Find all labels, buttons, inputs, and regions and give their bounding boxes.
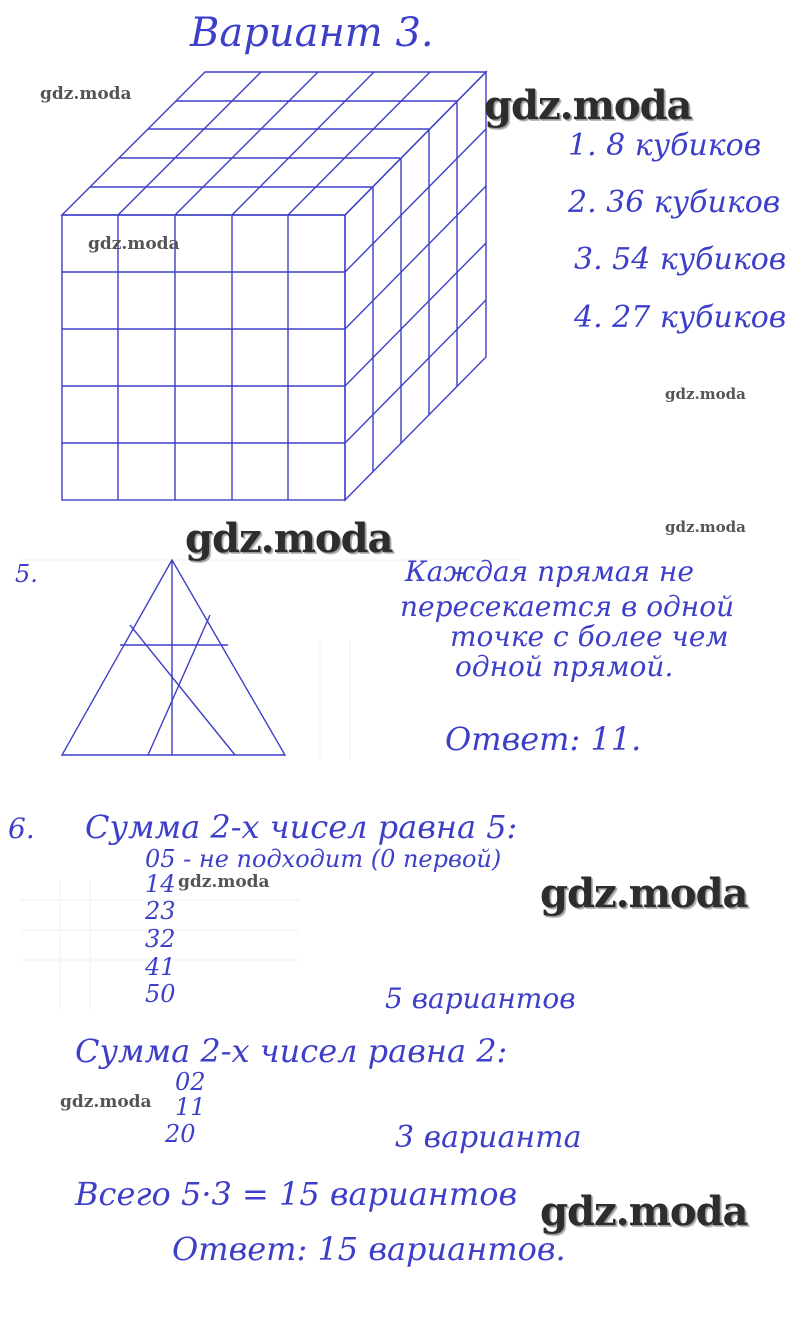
pair-2-1: 02	[175, 1068, 206, 1096]
task-5-line-4: одной прямой.	[455, 650, 674, 683]
pair-2-2: 11	[175, 1093, 206, 1121]
watermark: gdz.moda	[540, 870, 748, 917]
pair-5-4: 41	[145, 953, 176, 981]
task-6-line-2: 05 - не подходит (0 первой)	[145, 845, 502, 873]
count-5: 5 вариантов	[385, 982, 576, 1015]
task-5-line-2: пересекается в одной	[400, 590, 735, 623]
triangle-outline	[62, 560, 285, 755]
watermark: gdz.moda	[484, 82, 692, 129]
pair-5-1: 14	[145, 870, 176, 898]
pair-2-3: 20	[165, 1120, 196, 1148]
pair-5-2: 23	[145, 897, 176, 925]
answer-4: 4. 27 кубиков	[574, 300, 787, 335]
answer-3: 3. 54 кубиков	[574, 242, 787, 277]
task-5-line-1: Каждая прямая не	[405, 555, 694, 588]
answer-1: 1. 8 кубиков	[568, 128, 762, 163]
page-title: Вариант 3.	[190, 10, 434, 56]
answer-2: 2. 36 кубиков	[568, 185, 781, 220]
pair-5-5: 50	[145, 980, 176, 1008]
task-6-line-3: Сумма 2-х чисел равна 2:	[75, 1032, 508, 1070]
watermark: gdz.moda	[60, 1092, 152, 1112]
task-6-total: Всего 5·3 = 15 вариантов	[75, 1175, 518, 1213]
task-5-number: 5.	[15, 560, 38, 588]
task-6-line-1: Сумма 2-х чисел равна 5:	[85, 808, 518, 846]
watermark: gdz.moda	[185, 515, 393, 562]
task-6-answer: Ответ: 15 вариантов.	[172, 1230, 566, 1268]
task-5-line-3: точке с более чем	[450, 620, 729, 653]
watermark: gdz.moda	[88, 234, 180, 254]
task-5-answer: Ответ: 11.	[445, 720, 642, 758]
watermark: gdz.moda	[540, 1188, 748, 1235]
watermark: gdz.moda	[665, 518, 746, 536]
watermark: gdz.moda	[665, 385, 746, 403]
task-6-number: 6.	[8, 812, 35, 845]
pair-5-3: 32	[145, 925, 176, 953]
count-2: 3 варианта	[395, 1120, 582, 1155]
watermark: gdz.moda	[40, 84, 132, 104]
watermark: gdz.moda	[178, 872, 270, 892]
